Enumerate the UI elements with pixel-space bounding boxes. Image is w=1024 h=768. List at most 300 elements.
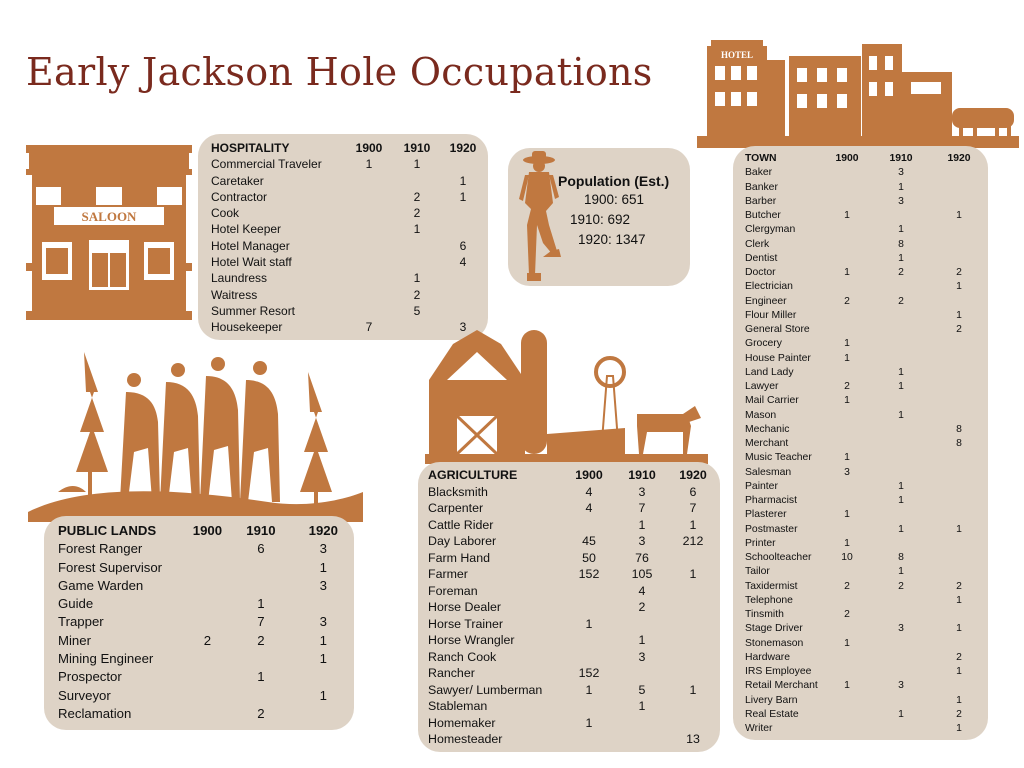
count-1920 — [933, 252, 985, 266]
count-1900 — [345, 221, 393, 237]
table-row — [745, 223, 985, 237]
table-row — [745, 537, 985, 551]
count-1910: 1 — [638, 633, 646, 647]
table-row — [745, 323, 985, 337]
occupation: Day Laborer — [428, 534, 497, 548]
count-1920: 2 — [956, 651, 962, 663]
table-row — [58, 650, 354, 668]
agriculture-heading: AGRICULTURE — [428, 468, 518, 482]
count-1920: 1 — [319, 687, 327, 703]
occupation: Flour Miller — [745, 309, 797, 321]
table-row — [745, 480, 985, 494]
count-1910: 3 — [638, 484, 646, 499]
occupation: Sawyer/ Lumberman — [428, 682, 543, 697]
table-row — [58, 577, 354, 595]
public-lands-table — [58, 522, 354, 723]
count-1910 — [869, 594, 933, 608]
year-heading: 1920 — [679, 468, 707, 482]
count-1900 — [186, 595, 230, 613]
count-1910: 1 — [898, 566, 904, 578]
count-1920: 1 — [319, 632, 327, 648]
count-1920 — [933, 366, 985, 380]
count-1900 — [825, 252, 869, 266]
table-row — [58, 705, 354, 723]
table-row — [58, 540, 354, 558]
occupation: Taxidermist — [745, 580, 798, 592]
count-1910 — [869, 394, 933, 408]
table-row — [211, 303, 485, 319]
occupation: Horse Wrangler — [428, 633, 515, 647]
count-1920 — [933, 466, 985, 480]
count-1920 — [670, 616, 716, 633]
count-1920: 1 — [319, 651, 327, 667]
count-1900 — [564, 649, 614, 666]
table-row — [211, 270, 485, 286]
count-1910: 2 — [413, 287, 421, 302]
occupation: Hotel Keeper — [211, 222, 282, 237]
count-1920: 8 — [956, 438, 962, 449]
count-1900 — [345, 173, 393, 189]
table-row — [745, 466, 985, 480]
table-row — [745, 437, 985, 451]
count-1900 — [186, 577, 230, 595]
agriculture-table — [428, 467, 716, 748]
count-1900 — [564, 599, 614, 616]
count-1920 — [441, 205, 485, 221]
occupation: Engineer — [745, 295, 787, 307]
count-1900 — [825, 181, 869, 195]
count-1900 — [825, 323, 869, 337]
count-1920 — [933, 451, 985, 465]
table-row — [428, 698, 716, 715]
hospitality-table — [211, 140, 485, 336]
count-1920 — [293, 668, 354, 686]
public-lands-heading: PUBLIC LANDS — [58, 523, 157, 538]
count-1920 — [933, 166, 985, 180]
count-1900 — [186, 559, 230, 577]
count-1910: 1 — [898, 366, 904, 378]
count-1920: 2 — [956, 580, 962, 592]
population-1900: 1900: 651 — [584, 192, 645, 207]
count-1910: 2 — [413, 206, 421, 221]
saloon-silhouette-icon — [26, 145, 192, 320]
count-1900 — [186, 540, 230, 558]
year-heading: 1900 — [575, 468, 603, 482]
table-row — [211, 205, 485, 221]
count-1900: 1 — [844, 452, 850, 464]
table-row — [211, 238, 485, 254]
count-1910 — [614, 731, 670, 748]
occupation: Plasterer — [745, 509, 787, 521]
count-1920: 1 — [689, 567, 697, 581]
count-1910: 1 — [898, 224, 904, 236]
agriculture-header-row — [428, 467, 716, 484]
year-heading: 1910 — [628, 468, 656, 482]
occupation: Mail Carrier — [745, 395, 799, 407]
count-1920 — [670, 599, 716, 616]
count-1920: 1 — [319, 559, 327, 575]
riders-silhouette-icon — [28, 352, 363, 522]
count-1900 — [186, 668, 230, 686]
occupation: Banker — [745, 181, 778, 193]
count-1900 — [825, 309, 869, 323]
count-1910: 105 — [631, 567, 653, 581]
hospitality-header-row — [211, 140, 485, 156]
occupation: Stage Driver — [745, 623, 803, 635]
table-row — [745, 423, 985, 437]
count-1920 — [933, 508, 985, 522]
table-row — [745, 209, 985, 223]
table-row — [745, 309, 985, 323]
count-1920: 1 — [459, 189, 467, 204]
table-row — [745, 394, 985, 408]
count-1920: 1 — [689, 517, 697, 532]
table-row — [745, 280, 985, 294]
count-1920: 2 — [956, 324, 962, 335]
table-row — [58, 687, 354, 705]
count-1920: 13 — [686, 732, 700, 746]
count-1900 — [825, 594, 869, 608]
count-1900: 152 — [578, 666, 600, 680]
count-1920: 1 — [956, 594, 962, 606]
count-1920: 1 — [956, 309, 962, 321]
table-row — [745, 451, 985, 465]
count-1920 — [933, 494, 985, 508]
occupation: Miner — [58, 632, 91, 648]
count-1900: 2 — [844, 295, 850, 307]
table-row — [745, 637, 985, 651]
count-1900 — [825, 195, 869, 209]
count-1910 — [393, 238, 441, 254]
occupation: Carpenter — [428, 501, 484, 515]
public-lands-header-row — [58, 522, 354, 540]
count-1900: 1 — [365, 157, 373, 172]
count-1910: 2 — [898, 295, 904, 307]
count-1900: 7 — [365, 320, 373, 335]
table-row — [428, 599, 716, 616]
table-row — [745, 352, 985, 366]
occupation: Doctor — [745, 267, 776, 278]
saloon-sign: SALOON — [81, 209, 137, 224]
count-1900: 3 — [844, 466, 850, 478]
count-1900 — [825, 622, 869, 636]
count-1900 — [345, 238, 393, 254]
count-1920 — [933, 608, 985, 622]
count-1920 — [670, 665, 716, 682]
count-1910: 2 — [898, 267, 904, 278]
count-1920: 6 — [459, 238, 467, 253]
count-1900 — [825, 523, 869, 537]
occupation: Tailor — [745, 566, 770, 578]
occupation: Laundress — [211, 271, 268, 286]
count-1900: 1 — [844, 395, 850, 407]
count-1920: 3 — [459, 320, 467, 335]
hospitality-panel — [198, 134, 488, 340]
table-row — [745, 594, 985, 608]
count-1910 — [869, 451, 933, 465]
cowboy-silhouette-icon — [513, 151, 561, 283]
count-1920 — [933, 380, 985, 394]
count-1920 — [933, 238, 985, 252]
count-1920: 6 — [689, 484, 697, 499]
year-heading: 1900 — [355, 141, 383, 155]
count-1920: 212 — [682, 534, 704, 548]
table-row — [428, 500, 716, 517]
count-1900 — [345, 189, 393, 205]
year-heading: 1920 — [308, 523, 338, 538]
table-row — [211, 254, 485, 270]
table-row — [745, 337, 985, 351]
town-table — [745, 152, 985, 736]
count-1920: 1 — [459, 173, 467, 188]
count-1900 — [186, 705, 230, 723]
count-1920 — [293, 595, 354, 613]
count-1920 — [933, 409, 985, 423]
occupation: Homemaker — [428, 715, 496, 730]
year-heading: 1920 — [947, 153, 971, 164]
table-row — [428, 583, 716, 600]
occupation: Blacksmith — [428, 484, 488, 499]
count-1910: 1 — [898, 252, 904, 264]
occupation: Music Teacher — [745, 452, 812, 464]
count-1910 — [614, 715, 670, 732]
count-1910 — [229, 650, 292, 668]
count-1910 — [869, 323, 933, 337]
occupation: IRS Employee — [745, 666, 812, 677]
count-1910: 1 — [898, 495, 904, 506]
table-row — [428, 682, 716, 699]
count-1900: 1 — [844, 537, 850, 549]
table-row — [211, 287, 485, 303]
count-1920: 3 — [319, 614, 327, 630]
count-1920 — [441, 270, 485, 286]
table-row — [745, 409, 985, 423]
count-1920 — [441, 221, 485, 237]
count-1920 — [441, 303, 485, 319]
town-street-silhouette-icon — [697, 38, 1019, 148]
count-1910 — [869, 651, 933, 665]
count-1900 — [564, 517, 614, 534]
count-1920 — [670, 583, 716, 600]
count-1920: 1 — [689, 682, 697, 697]
count-1920 — [933, 223, 985, 237]
count-1920: 2 — [956, 267, 962, 278]
count-1920 — [670, 698, 716, 715]
count-1920 — [933, 637, 985, 651]
count-1900 — [825, 665, 869, 679]
occupation: Horse Dealer — [428, 600, 501, 614]
table-row — [211, 189, 485, 205]
count-1910 — [393, 254, 441, 270]
barn-windmill-silhouette-icon — [425, 330, 708, 464]
count-1910: 1 — [257, 669, 265, 685]
count-1910: 1 — [898, 381, 904, 392]
hotel-sign: HOTEL — [720, 50, 754, 60]
table-row — [428, 649, 716, 666]
count-1900 — [564, 731, 614, 748]
year-heading: 1910 — [403, 141, 431, 155]
occupation: Hardware — [745, 651, 791, 663]
count-1920: 1 — [956, 723, 962, 734]
count-1900: 4 — [585, 501, 593, 515]
count-1910 — [614, 665, 670, 682]
table-row — [428, 715, 716, 732]
occupation: Guide — [58, 596, 94, 612]
count-1910: 3 — [898, 167, 904, 179]
count-1910 — [869, 423, 933, 437]
count-1920: 3 — [319, 541, 327, 557]
occupation: Game Warden — [58, 577, 144, 593]
count-1920 — [933, 679, 985, 693]
table-row — [211, 221, 485, 237]
count-1900: 1 — [844, 509, 850, 521]
count-1910 — [869, 637, 933, 651]
town-header-row — [745, 152, 985, 166]
count-1920: 1 — [956, 623, 962, 635]
count-1910: 5 — [413, 303, 421, 318]
count-1910 — [229, 559, 292, 577]
occupation: Stableman — [428, 699, 488, 713]
count-1920 — [933, 394, 985, 408]
count-1920: 2 — [956, 708, 962, 720]
count-1910: 1 — [898, 523, 904, 535]
count-1900 — [825, 437, 869, 451]
count-1900 — [345, 254, 393, 270]
count-1910 — [869, 608, 933, 622]
count-1920: 1 — [956, 523, 962, 535]
count-1900 — [825, 423, 869, 437]
count-1920 — [293, 705, 354, 723]
occupation: Housekeeper — [211, 320, 283, 335]
public-lands-panel — [44, 516, 354, 730]
occupation: Retail Merchant — [745, 680, 818, 692]
occupation: Mining Engineer — [58, 651, 154, 667]
count-1900 — [825, 366, 869, 380]
agriculture-panel — [418, 462, 720, 752]
count-1900 — [825, 223, 869, 237]
page-title: Early Jackson Hole Occupations — [26, 50, 653, 94]
table-row — [745, 580, 985, 594]
count-1900 — [345, 205, 393, 221]
count-1910 — [229, 687, 292, 705]
count-1920 — [933, 537, 985, 551]
count-1900: 2 — [844, 609, 850, 620]
count-1910: 2 — [257, 632, 265, 648]
count-1900: 1 — [844, 680, 850, 692]
count-1910: 2 — [638, 600, 646, 614]
count-1910 — [869, 722, 933, 736]
population-1920: 1920: 1347 — [578, 232, 646, 247]
count-1900 — [564, 583, 614, 600]
occupation: Butcher — [745, 210, 781, 221]
count-1910 — [869, 337, 933, 351]
occupation: Reclamation — [58, 705, 132, 721]
count-1900: 4 — [585, 484, 593, 499]
count-1900: 1 — [844, 210, 850, 221]
occupation: Barber — [745, 195, 777, 207]
population-title: Population (Est.) — [558, 173, 670, 189]
count-1920 — [670, 550, 716, 567]
table-row — [428, 550, 716, 567]
count-1900: 2 — [844, 381, 850, 392]
occupation: Baker — [745, 167, 773, 179]
count-1900: 1 — [844, 352, 850, 364]
table-row — [745, 508, 985, 522]
occupation: Pharmacist — [745, 495, 797, 506]
count-1910: 1 — [898, 409, 904, 421]
count-1920 — [441, 156, 485, 172]
year-heading: 1920 — [449, 141, 477, 155]
table-row — [745, 195, 985, 209]
occupation: Schoolteacher — [745, 552, 812, 563]
count-1900: 1 — [844, 637, 850, 649]
count-1920 — [933, 181, 985, 195]
count-1910 — [869, 352, 933, 366]
occupation: Grocery — [745, 338, 782, 350]
count-1910: 2 — [257, 705, 265, 721]
year-heading: 1900 — [835, 153, 859, 164]
table-row — [428, 517, 716, 534]
count-1910 — [393, 173, 441, 189]
count-1920 — [670, 632, 716, 649]
occupation: Farm Hand — [428, 550, 490, 565]
count-1900 — [345, 303, 393, 319]
occupation: Ranch Cook — [428, 649, 497, 664]
count-1920 — [441, 287, 485, 303]
count-1900 — [186, 650, 230, 668]
count-1910: 2 — [898, 580, 904, 592]
occupation: Livery Barn — [745, 694, 798, 706]
table-row — [745, 166, 985, 180]
table-row — [745, 366, 985, 380]
table-row — [58, 632, 354, 650]
count-1910: 8 — [898, 552, 904, 563]
count-1900: 1 — [585, 682, 593, 697]
occupation: Mason — [745, 409, 777, 421]
occupation: Stonemason — [745, 637, 804, 649]
count-1920: 1 — [956, 694, 962, 706]
occupation: Contractor — [211, 189, 268, 204]
count-1920 — [933, 565, 985, 579]
table-row — [745, 252, 985, 266]
table-row — [745, 181, 985, 195]
count-1900: 10 — [841, 552, 853, 563]
table-row — [58, 668, 354, 686]
count-1920 — [933, 295, 985, 309]
count-1910 — [229, 577, 292, 595]
count-1910: 8 — [898, 238, 904, 250]
table-row — [745, 622, 985, 636]
count-1910 — [869, 665, 933, 679]
count-1910: 7 — [638, 501, 646, 515]
table-row — [428, 533, 716, 550]
town-panel — [733, 146, 988, 740]
table-row — [745, 608, 985, 622]
year-heading: 1900 — [192, 523, 223, 538]
count-1910 — [614, 616, 670, 633]
count-1920: 3 — [319, 577, 327, 593]
occupation: Tinsmith — [745, 609, 784, 620]
occupation: Real Estate — [745, 708, 799, 720]
occupation: Telephone — [745, 594, 793, 606]
count-1910: 1 — [898, 708, 904, 720]
count-1900: 1 — [844, 267, 850, 278]
table-row — [211, 173, 485, 189]
count-1920 — [933, 337, 985, 351]
occupation: Surveyor — [58, 687, 111, 703]
count-1900 — [825, 494, 869, 508]
year-heading: 1910 — [246, 523, 276, 538]
